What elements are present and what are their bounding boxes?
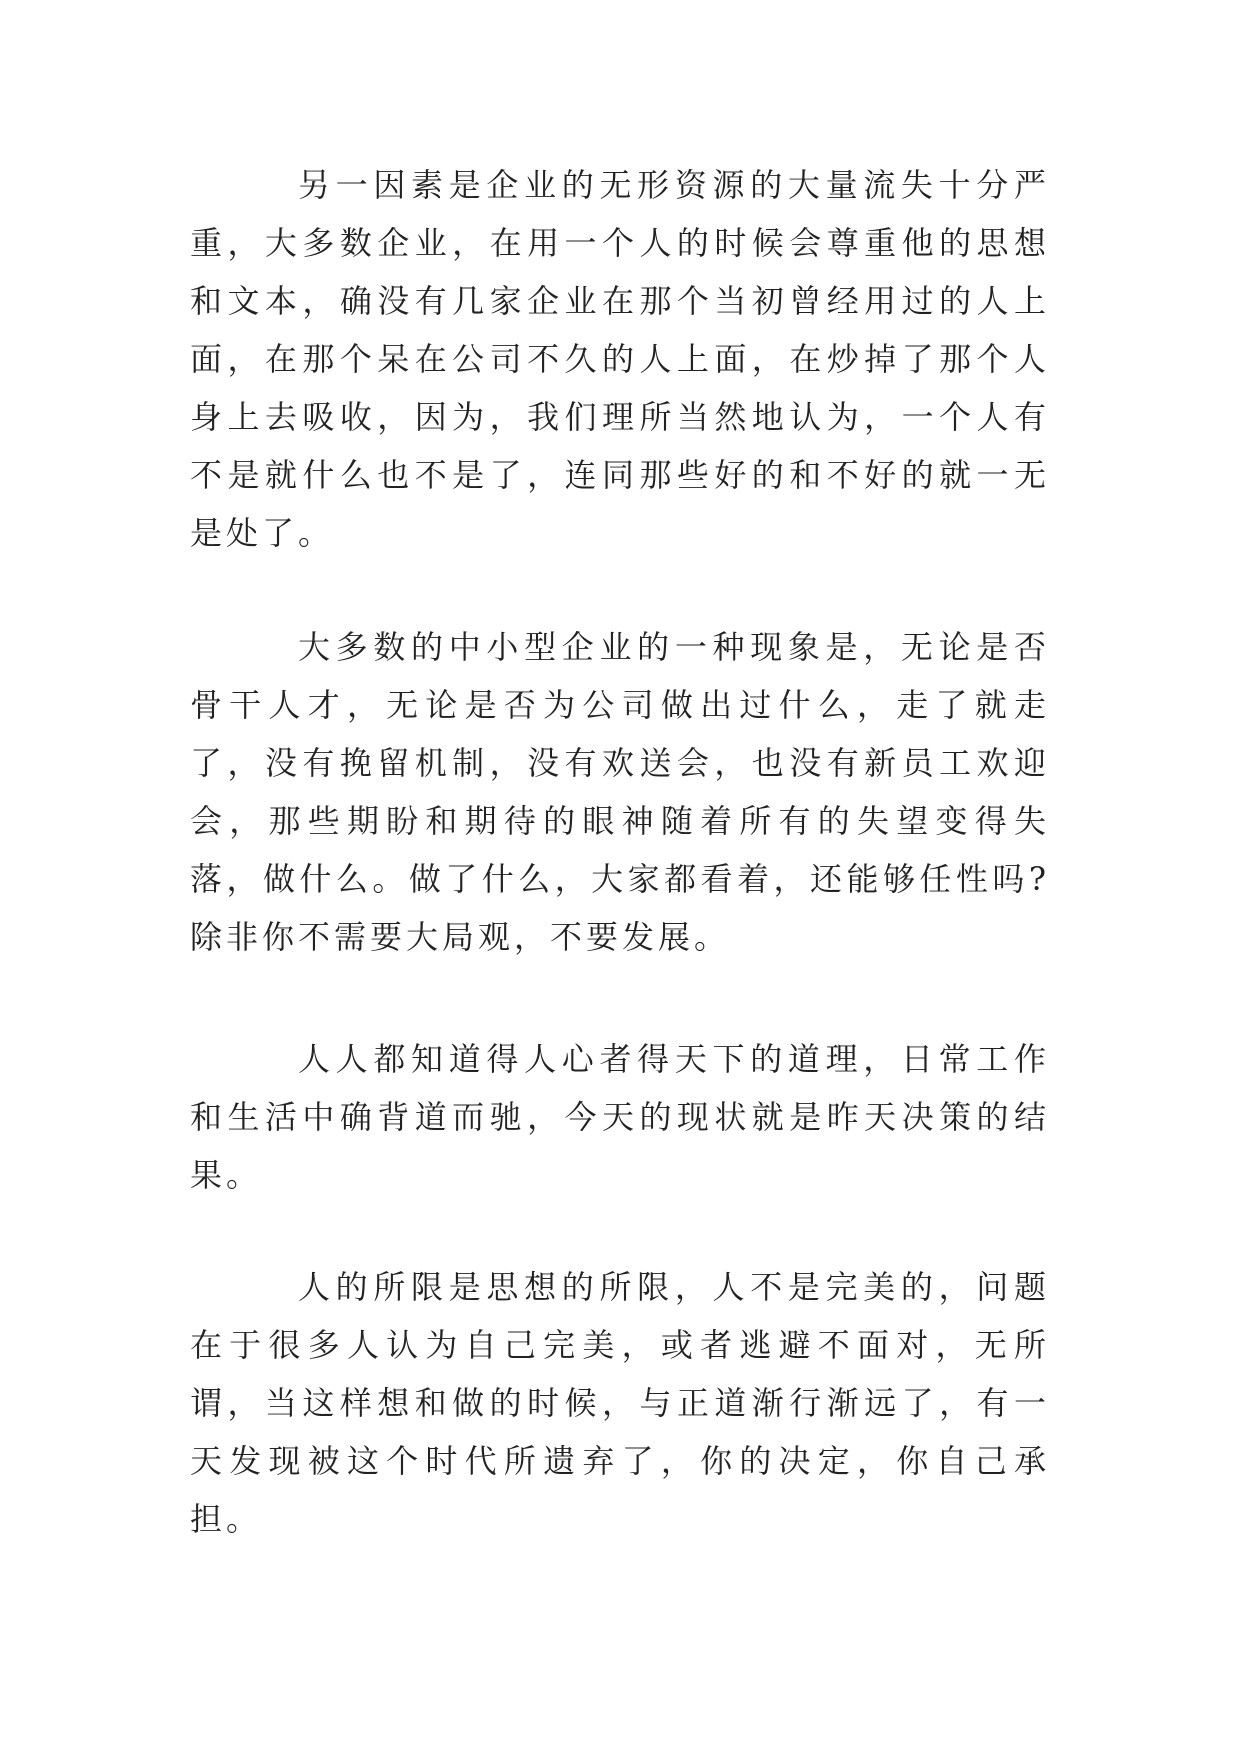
paragraph-win-hearts: 人人都知道得人心者得天下的道理，日常工作和生活中确背道而驰，今天的现状就是昨天决策的结果。 <box>190 1040 1050 1194</box>
paragraph-sme-phenomenon: 大多数的中小型企业的一种现象是，无论是否骨干人才，无论是否为公司做出过什么，走了就走了，没有挽留机制，没有欢送会，也没有新员工欢迎会，那些期盼和期待的眼神随着所有的失望变得失落，做什么。做了什么，大家都看着，还能够任性吗?除非你不需要大局观，不要发展。 <box>190 628 1050 956</box>
paragraph-intangible-resources: 另一因素是企业的无形资源的大量流失十分严重，大多数企业，在用一个人的时候会尊重他的思想和文本，确没有几家企业在那个当初曾经用过的人上面，在那个呆在公司不久的人上面，在炒掉了那个人身上去吸收，因为，我们理所当然地认为，一个人有不是就什么也不是了，连同那些好的和不好的就一无是处了。 <box>190 166 1050 552</box>
paragraph-limits-of-thinking: 人的所限是思想的所限，人不是完美的，问题在于很多人认为自己完美，或者逃避不面对，无所谓，当这样想和做的时候，与正道渐行渐远了，有一天发现被这个时代所遗弃了，你的决定，你自己承担。 <box>190 1268 1050 1538</box>
